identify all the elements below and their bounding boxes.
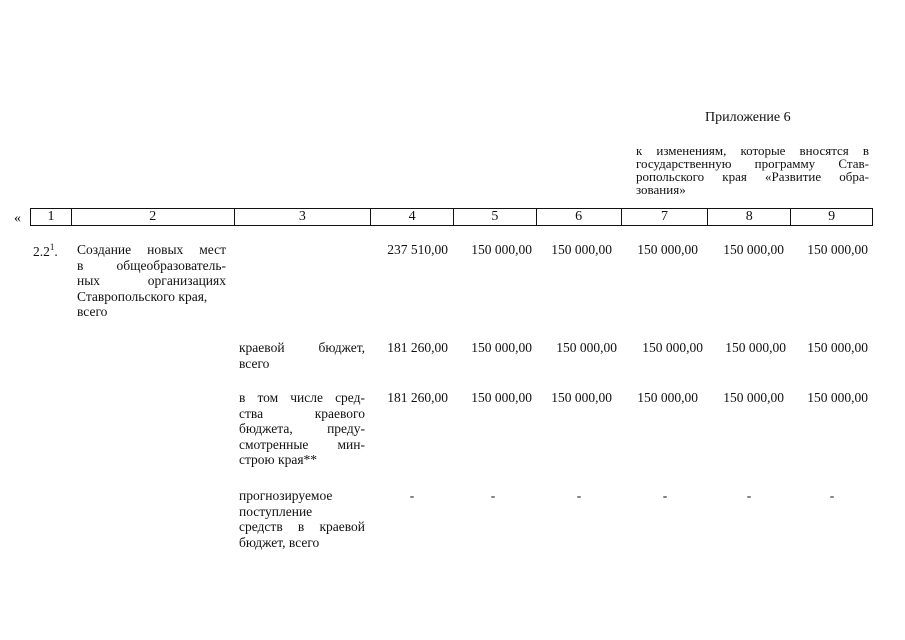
- row-number-suffix: .: [54, 244, 58, 259]
- column-number: 5: [454, 209, 537, 225]
- total-value: 150 000,00: [723, 242, 784, 257]
- row-number-sup: 1: [49, 242, 55, 252]
- total-value: 150 000,00: [551, 242, 612, 257]
- subrow-value: 150 000,00: [642, 340, 703, 355]
- appendix-subtitle-line: государственную программу Став-: [636, 156, 869, 171]
- opening-quote: «: [14, 211, 21, 226]
- row-name-line: Ставропольского края,: [77, 288, 208, 304]
- subrow-label-line: строю края**: [239, 452, 318, 467]
- row-name-line: всего: [77, 304, 108, 319]
- column-number: 9: [828, 209, 836, 224]
- column-number: 7: [622, 209, 709, 225]
- subrow-label: [239, 488, 365, 550]
- column-number: 6: [537, 209, 622, 225]
- column-number: 3: [235, 209, 372, 225]
- subrow-label-line: средств в краевой: [239, 519, 365, 534]
- subrow-label-line: смотренные мин-: [239, 436, 365, 452]
- column-number: 8: [708, 209, 791, 225]
- column-number: 2: [72, 209, 235, 225]
- subrow-value: 150 000,00: [807, 390, 868, 405]
- column-number: 4: [371, 209, 454, 225]
- subrow-value: -: [662, 488, 668, 503]
- row-number-main: 2.2: [33, 244, 50, 259]
- total-value: 237 510,00: [387, 242, 448, 257]
- subrow-label-line: в том числе сред-: [239, 390, 365, 405]
- subrow-value: 150 000,00: [471, 390, 532, 405]
- row-name: [77, 242, 226, 320]
- total-value: 150 000,00: [807, 242, 868, 257]
- row-number: [33, 240, 58, 260]
- subrow-value: -: [409, 488, 415, 503]
- subrow-value: 150 000,00: [723, 390, 784, 405]
- row-name-line: ных организациях: [77, 273, 226, 288]
- subrow-value: 181 260,00: [387, 390, 448, 405]
- subrow-label-line: поступление: [239, 503, 313, 519]
- total-value: 150 000,00: [471, 242, 532, 257]
- subrow-label: [239, 340, 365, 371]
- column-number: 1: [31, 209, 72, 225]
- subrow-label-line: краевой бюджет,: [239, 340, 365, 355]
- subrow-value: 150 000,00: [637, 390, 698, 405]
- subrow-value: -: [829, 488, 835, 503]
- appendix-subtitle-line: к изменениям, которые вносятся в: [636, 143, 869, 158]
- subrow-label-line: всего: [239, 355, 270, 371]
- subrow-label: [239, 390, 365, 468]
- appendix-subtitle-line: ропольского края «Развитие обра-: [636, 169, 869, 184]
- subrow-value: 150 000,00: [471, 340, 532, 355]
- subrow-value: 181 260,00: [387, 340, 448, 355]
- subrow-value: -: [746, 488, 752, 503]
- subrow-label-line: прогнозируемое: [239, 488, 333, 503]
- row-name-line: Создание новых мест: [77, 242, 226, 257]
- subrow-value: 150 000,00: [725, 340, 786, 355]
- subrow-value: 150 000,00: [807, 340, 868, 355]
- appendix-subtitle: [636, 144, 869, 196]
- subrow-value: 150 000,00: [551, 390, 612, 405]
- column-number-row: [30, 208, 873, 226]
- subrow-label-line: ства краевого: [239, 405, 365, 421]
- row-name-line: в общеобразователь-: [77, 257, 226, 273]
- subrow-value: -: [490, 488, 496, 503]
- subrow-label-line: бюджета, преду-: [239, 421, 365, 436]
- total-value: 150 000,00: [637, 242, 698, 257]
- subrow-value: -: [576, 488, 582, 503]
- subrow-value: 150 000,00: [556, 340, 617, 355]
- subrow-label-line: бюджет, всего: [239, 534, 320, 550]
- appendix-subtitle-line: зования»: [636, 182, 686, 197]
- appendix-title: Приложение 6: [705, 110, 791, 125]
